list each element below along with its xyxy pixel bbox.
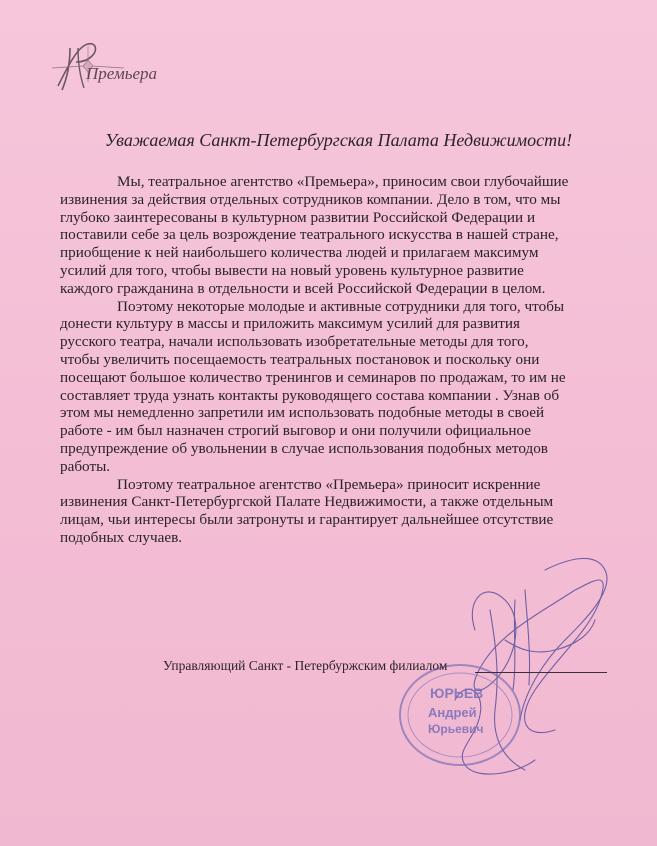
letter-line: глубоко заинтересованы в культурном развитии Российской Федерации и xyxy=(60,208,536,226)
logo-text: Премьера xyxy=(86,64,158,83)
letter-line: поставили себе за цель возрождение театрального искусства в нашей стране, xyxy=(60,226,559,244)
letter-line: чтобы увеличить посещаемость театральных постановок и поскольку они xyxy=(60,350,540,368)
letter-line: работы. xyxy=(60,457,111,475)
signature-line xyxy=(475,672,607,673)
letter-line: предупреждение об увольнении в случае использования подобных методов xyxy=(60,439,548,457)
letter-body xyxy=(60,173,620,547)
letter-line: Поэтому некоторые молодые и активные сотрудники для того, чтобы xyxy=(117,297,565,315)
letter-line: извинения за действия отдельных сотрудников компании. Дело в том, что мы xyxy=(60,190,561,208)
letter-line: Поэтому театральное агентство «Премьера» приносит искренние xyxy=(117,475,541,493)
letter-line: работе - им был назначен строгий выговор и они получили официальное xyxy=(60,422,532,440)
letter-line: русского театра, начали использовать изобретательные методы для того, xyxy=(60,333,529,351)
letter-line: приобщение к ней наибольшего количества людей и прилагаем максимум xyxy=(60,244,539,262)
letter-line: каждого гражданина в отдельности и всей Российской Федерации в целом. xyxy=(60,279,546,297)
letter-line: усилий для того, чтобы вывести на новый уровень культурное развитие xyxy=(60,261,524,279)
letter-line: донести культуру в массы и приложить максимум усилий для развития xyxy=(60,315,521,333)
letter-line: посещают большое количество тренингов и семинаров по продажам, то им не xyxy=(60,368,566,386)
stamp-name: Андрей xyxy=(428,705,477,720)
letter-line: лицам, чьи интересы были затронуты и гарантирует дальнейшее отсутствие xyxy=(60,511,554,529)
signature-label: Управляющий Санкт - Петербуржским филиалом xyxy=(163,658,448,673)
stamp-patronymic: Юрьевич xyxy=(428,722,484,736)
letter-line: извинения Санкт-Петербургской Палате Недвижимости, а также отдельным xyxy=(60,493,554,511)
stamp-surname: ЮРЬЕВ xyxy=(430,685,484,701)
letter-line: составляет труда узнать контакты руководящего состава компании . Узнав об xyxy=(60,386,560,404)
letter-line: Мы, театральное агентство «Премьера», приносим свои глубочайшие xyxy=(117,173,569,190)
letter-salutation: Уважаемая Санкт-Петербургская Палата Недвижимости! xyxy=(104,130,573,150)
letter-line: подобных случаев. xyxy=(60,528,183,546)
letter-line: этом мы немедленно запретили им использовать подобные методы в своей xyxy=(60,404,545,422)
